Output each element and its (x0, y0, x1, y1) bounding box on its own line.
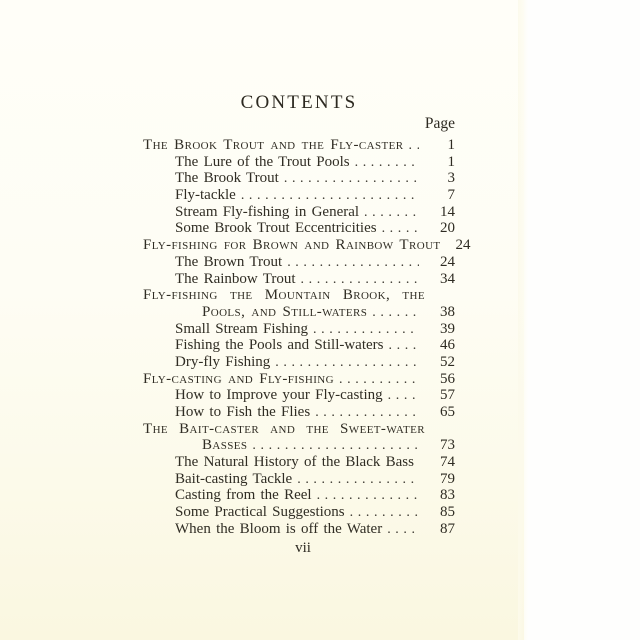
toc-page-number: 14 (440, 203, 455, 220)
toc-page-number: 83 (440, 487, 455, 504)
toc-row (143, 271, 455, 288)
toc-entry-label: Fly-fishing the Mountain Brook, the (143, 287, 425, 304)
toc-page-number: 38 (440, 303, 455, 320)
dot-leader (388, 387, 419, 404)
toc-row (143, 137, 455, 154)
page-column-label: Page (424, 115, 455, 132)
scan-margin (528, 0, 640, 640)
dot-leader (387, 521, 419, 538)
toc-entry-label: Fly-tackle (175, 187, 236, 204)
toc-page-number: 46 (440, 337, 455, 354)
toc-entry-label: Small Stream Fishing (175, 320, 309, 337)
dot-leader (372, 304, 419, 321)
toc-row (143, 337, 455, 354)
dot-leader (313, 321, 419, 338)
toc-entry-label: Casting from the Reel (175, 487, 312, 504)
toc-row (143, 321, 455, 338)
toc-row (143, 504, 455, 521)
toc-entry-label: The Brown Trout (175, 253, 283, 270)
toc-row (143, 421, 455, 438)
dot-leader (364, 204, 419, 221)
toc-entry-label: The Natural History of the Black Bass (175, 454, 414, 471)
toc-entry-label: The Rainbow Trout (175, 270, 296, 287)
toc-entry-label: Dry-fly Fishing (175, 353, 271, 370)
toc-entry-label: Some Brook Trout Eccentricities (175, 220, 377, 237)
toc-row (143, 487, 455, 504)
toc-row (143, 220, 455, 237)
toc-page-number: 73 (440, 437, 455, 454)
toc-page-number: 85 (440, 504, 455, 521)
toc-page-number: 7 (447, 187, 455, 204)
dot-leader (241, 187, 419, 204)
paper-edge-fade (518, 0, 528, 640)
toc-page-number: 87 (440, 520, 455, 537)
toc-entry-label: Fly-fishing for Brown and Rainbow Trout (143, 237, 441, 254)
toc-row (143, 387, 455, 404)
table-of-contents (143, 137, 471, 538)
toc-row (143, 437, 455, 454)
toc-page-number: 24 (440, 253, 455, 270)
dot-leader (275, 354, 419, 371)
toc-entry-label: Fishing the Pools and Still-waters (175, 337, 384, 354)
toc-page-number: 65 (440, 404, 455, 420)
toc-entry-label: The Bait-caster and the Sweet-water (143, 420, 425, 437)
toc-row (143, 204, 455, 221)
toc-row (143, 237, 471, 254)
dot-leader (284, 170, 419, 187)
toc-row (143, 354, 455, 371)
toc-page-number: 24 (455, 237, 471, 254)
toc-row (143, 471, 455, 488)
toc-entry-label: Fly-casting and Fly-fishing (143, 370, 334, 387)
folio-page-number: vii (295, 540, 311, 556)
toc-entry-label: Stream Fly-fishing in General (175, 203, 360, 220)
dot-leader (252, 437, 419, 454)
dot-leader (389, 337, 420, 354)
toc-page-number: 1 (447, 137, 455, 153)
toc-row (143, 170, 455, 187)
toc-page-number: 39 (440, 320, 455, 337)
toc-page-number: 79 (440, 470, 455, 487)
toc-row (143, 521, 455, 538)
toc-entry-label: Pools, and Still-waters (202, 303, 368, 320)
toc-row (143, 187, 455, 204)
page-title: CONTENTS (240, 92, 358, 113)
toc-page-number: 57 (440, 387, 455, 404)
toc-row (143, 287, 455, 304)
dot-leader (408, 137, 419, 154)
toc-row (143, 404, 455, 421)
dot-leader (297, 471, 419, 488)
dot-leader (382, 220, 419, 237)
dot-leader (317, 487, 419, 504)
toc-page-number: 34 (440, 270, 455, 287)
toc-page-number: 1 (447, 153, 455, 170)
toc-page-number: 52 (440, 353, 455, 370)
toc-entry-label: The Lure of the Trout Pools (175, 153, 350, 170)
toc-entry-label: Basses (202, 437, 248, 454)
toc-page-number: 20 (440, 220, 455, 237)
toc-page-number: 74 (440, 454, 455, 471)
dot-leader (350, 504, 419, 521)
toc-entry-label: When the Bloom is off the Water (175, 520, 383, 537)
dot-leader (339, 371, 419, 388)
toc-row (143, 254, 455, 271)
toc-row (143, 371, 455, 388)
dot-leader (287, 254, 419, 271)
toc-row (143, 454, 455, 471)
toc-entry-label: Bait-casting Tackle (175, 470, 293, 487)
toc-entry-label: Some Practical Suggestions (175, 504, 345, 521)
dot-leader (301, 271, 419, 288)
toc-entry-label: How to Fish the Flies (175, 404, 311, 420)
toc-entry-label: The Brook Trout (175, 170, 279, 187)
toc-entry-label: The Brook Trout and the Fly-caster (143, 137, 404, 153)
dot-leader (355, 154, 419, 171)
toc-row (143, 154, 455, 171)
toc-entry-label: How to Improve your Fly-casting (175, 387, 383, 404)
toc-page-number: 56 (440, 370, 455, 387)
dot-leader (315, 404, 419, 421)
toc-row (143, 304, 455, 321)
toc-page-number: 3 (447, 170, 455, 187)
